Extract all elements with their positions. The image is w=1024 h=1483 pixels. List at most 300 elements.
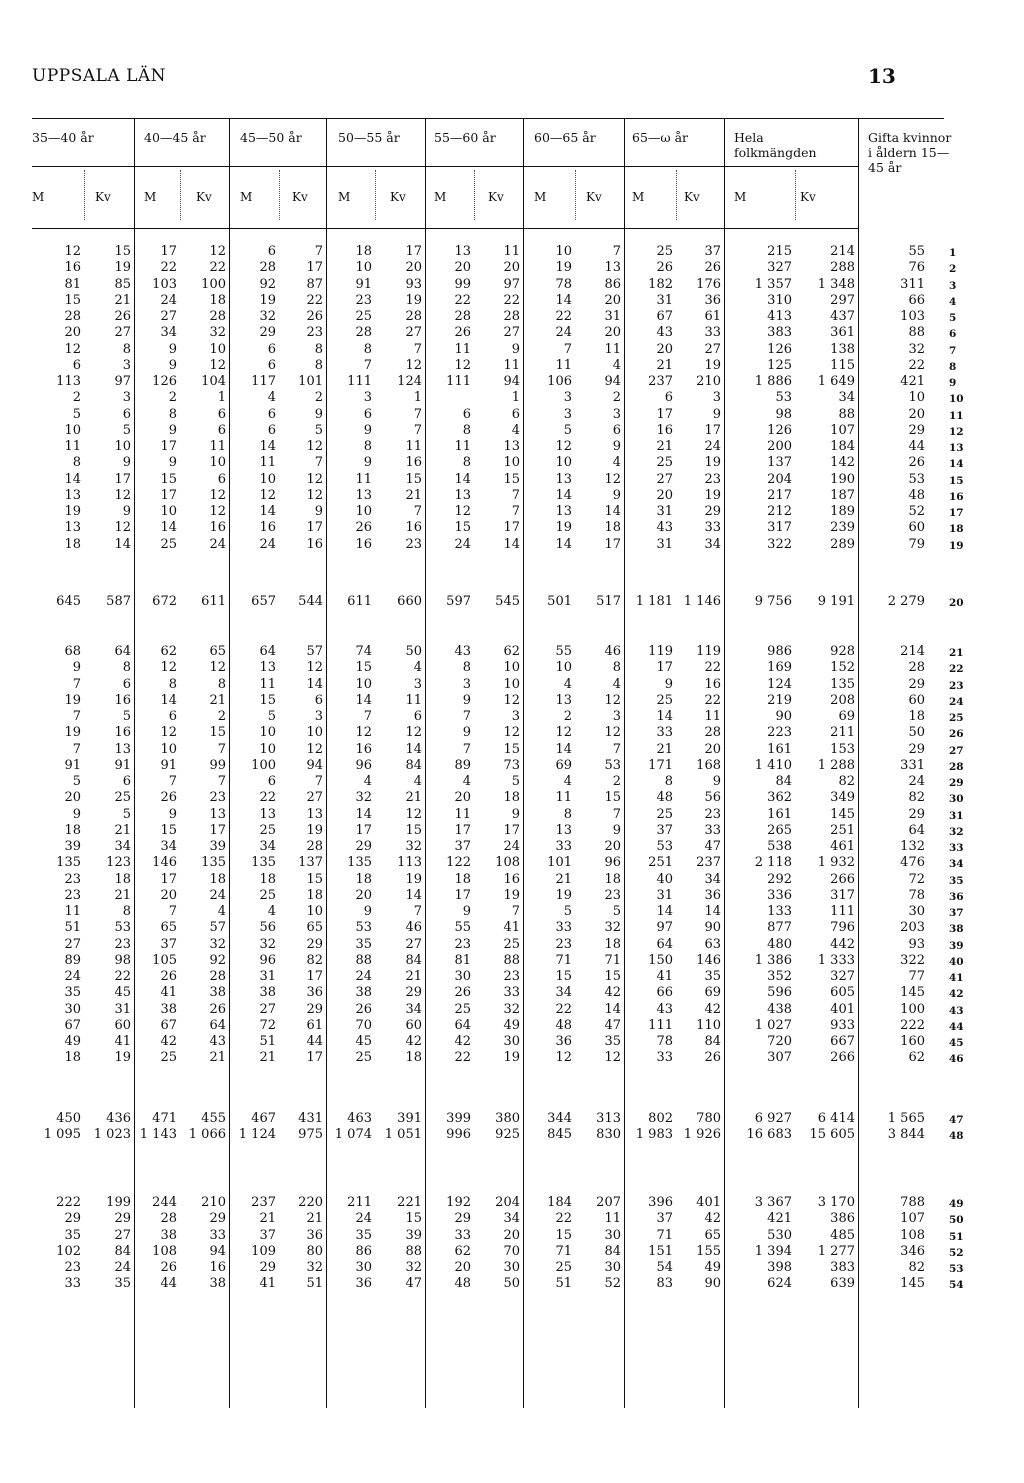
table-cell: 100	[900, 1001, 925, 1017]
table-cell: 9	[72, 660, 81, 676]
table-cell: 544	[298, 594, 323, 609]
table-cell: 517	[596, 594, 621, 609]
table-cell: 168	[696, 757, 721, 773]
table-cell: 4	[612, 455, 621, 471]
row-number: 6	[949, 328, 957, 341]
table-cell: 17	[306, 969, 323, 984]
table-cell: 1 348	[817, 276, 855, 292]
table-cell: 10	[114, 439, 131, 454]
table-cell: 37	[704, 244, 721, 259]
row-number: 28	[949, 760, 964, 773]
table-cell: 3	[462, 676, 471, 692]
table-cell: 1 886	[754, 374, 792, 389]
table-cell: 24	[704, 439, 721, 454]
table-cell: 476	[900, 855, 925, 871]
table-cell: 91	[355, 276, 372, 292]
table-cell: 137	[767, 455, 792, 471]
table-cell: 413	[767, 309, 792, 324]
table-cell: 12	[555, 725, 572, 741]
table-cell: 12	[604, 471, 621, 487]
table-cell: 12	[454, 357, 471, 373]
table-cell: 19	[555, 260, 572, 276]
row-number: 24	[949, 695, 964, 708]
table-cell: 1 357	[754, 276, 792, 292]
table-cell: 383	[830, 1260, 855, 1275]
table-cell: 42	[704, 1001, 721, 1017]
table-cell: 10	[160, 741, 177, 757]
table-cell: 32	[355, 790, 372, 806]
table-cell: 84	[775, 774, 792, 789]
row-number: 51	[949, 1230, 964, 1243]
table-cell: 8	[168, 676, 177, 692]
table-cell: 190	[830, 471, 855, 487]
table-cell: 107	[830, 422, 855, 438]
table-cell: 9	[612, 439, 621, 454]
table-cell: 41	[656, 969, 673, 984]
table-cell: 78	[908, 887, 925, 903]
table-cell: 18	[306, 887, 323, 903]
table-cell: 32	[259, 936, 276, 952]
table-cell: 161	[767, 806, 792, 822]
table-cell: 33	[656, 725, 673, 741]
table-cell: 15	[555, 969, 572, 984]
table-cell: 16	[306, 536, 323, 552]
table-cell: 91	[114, 757, 131, 773]
table-cell: 60	[405, 1017, 422, 1033]
table-cell: 313	[596, 1111, 621, 1126]
table-cell: 3 367	[754, 1195, 792, 1210]
table-cell: 12	[64, 341, 81, 357]
table-cell: 25	[656, 455, 673, 471]
table-cell: 21	[656, 357, 673, 373]
table-cell: 37	[656, 822, 673, 838]
table-cell: 78	[656, 1034, 673, 1049]
table-cell: 8	[122, 341, 131, 357]
table-cell: 3	[314, 709, 323, 724]
table-cell: 15	[209, 725, 226, 741]
table-cell: 30	[908, 904, 925, 919]
row-number: 14	[949, 458, 964, 471]
table-cell: 67	[160, 1017, 177, 1033]
table-cell: 9	[511, 341, 520, 357]
table-cell: 3	[612, 406, 621, 422]
table-cell: 802	[648, 1111, 673, 1126]
table-cell: 71	[604, 952, 621, 968]
table-cell: 1 051	[384, 1127, 422, 1143]
table-cell: 23	[704, 806, 721, 822]
table-cell: 7	[413, 406, 422, 422]
table-cell: 3 844	[887, 1127, 925, 1143]
table-cell: 70	[355, 1017, 372, 1033]
table-cell: 7	[413, 422, 422, 438]
row-number: 3	[949, 279, 957, 292]
table-cell: 9	[511, 806, 520, 822]
table-cell: 17	[306, 520, 323, 536]
table-cell: 1 181	[635, 594, 673, 609]
column-group-header: Hela folkmängden	[734, 130, 817, 160]
table-cell: 16	[656, 422, 673, 438]
table-cell: 36	[704, 887, 721, 903]
table-cell: 28	[908, 660, 925, 676]
table-cell: 10	[259, 725, 276, 741]
table-cell: 146	[696, 952, 721, 968]
row-number: 31	[949, 809, 964, 822]
table-cell: 23	[306, 325, 323, 341]
table-cell: 361	[830, 325, 855, 341]
table-cell: 89	[454, 757, 471, 773]
table-cell: 9	[363, 904, 372, 919]
table-cell: 65	[306, 920, 323, 936]
table-cell: 11	[259, 455, 276, 471]
table-cell: 5	[267, 709, 276, 724]
table-cell: 31	[656, 504, 673, 519]
table-cell: 23	[64, 871, 81, 887]
table-cell: 106	[547, 374, 572, 389]
table-cell: 12	[405, 806, 422, 822]
table-cell: 53	[908, 471, 925, 487]
table-cell: 38	[160, 1001, 177, 1017]
table-cell: 93	[908, 936, 925, 952]
table-cell: 29	[405, 985, 422, 1001]
table-cell: 530	[767, 1227, 792, 1243]
table-cell: 31	[259, 969, 276, 984]
row-number: 17	[949, 507, 964, 519]
table-cell: 1 333	[817, 952, 855, 968]
table-cell: 57	[306, 644, 323, 659]
table-cell: 28	[704, 725, 721, 741]
table-cell: 10	[503, 676, 520, 692]
table-cell: 391	[397, 1111, 422, 1126]
table-cell: 1 410	[754, 757, 792, 773]
table-cell: 8	[664, 774, 673, 789]
table-cell: 56	[259, 920, 276, 936]
table-cell: 9	[168, 357, 177, 373]
table-cell: 49	[64, 1034, 81, 1049]
table-cell: 657	[251, 594, 276, 609]
table-cell: 30	[355, 1260, 372, 1275]
table-cell: 16 683	[746, 1127, 792, 1143]
table-cell: 4	[612, 357, 621, 373]
table-cell: 266	[830, 1050, 855, 1066]
row-number: 44	[949, 1020, 964, 1033]
table-cell: 38	[160, 1227, 177, 1243]
table-cell: 265	[767, 822, 792, 838]
table-cell: 91	[64, 757, 81, 773]
table-cell: 41	[503, 920, 520, 936]
table-cell: 431	[298, 1111, 323, 1126]
table-cell: 12	[209, 244, 226, 259]
table-cell: 16	[114, 692, 131, 708]
table-cell: 49	[704, 1260, 721, 1275]
table-cell: 18	[64, 822, 81, 838]
table-cell: 12	[454, 504, 471, 519]
table-cell: 25	[656, 244, 673, 259]
table-cell: 16	[355, 741, 372, 757]
table-cell: 15	[160, 822, 177, 838]
table-cell: 14	[704, 904, 721, 919]
row-number: 46	[949, 1053, 964, 1066]
table-cell: 1	[217, 390, 226, 406]
table-cell: 12	[604, 725, 621, 741]
table-cell: 84	[604, 1243, 621, 1259]
subcolumn-header: Kv	[488, 190, 504, 204]
table-cell: 155	[696, 1243, 721, 1259]
table-cell: 251	[648, 855, 673, 871]
table-cell: 7	[612, 244, 621, 259]
table-cell: 17	[454, 822, 471, 838]
table-cell: 27	[704, 341, 721, 357]
column-group-header: 65—ω år	[632, 130, 688, 145]
table-cell: 421	[767, 1211, 792, 1227]
table-cell: 22	[306, 292, 323, 308]
table-cell: 23	[503, 969, 520, 984]
table-cell: 28	[209, 309, 226, 324]
table-cell: 82	[908, 790, 925, 806]
table-cell: 4	[413, 774, 422, 789]
table-cell: 34	[259, 839, 276, 854]
table-cell: 6	[217, 471, 226, 487]
table-cell: 42	[604, 985, 621, 1001]
table-cell: 25	[454, 1001, 471, 1017]
table-cell: 9	[712, 774, 721, 789]
row-number: 12	[949, 425, 964, 438]
table-cell: 184	[830, 439, 855, 454]
row-number: 26	[949, 728, 964, 741]
table-cell: 26	[454, 985, 471, 1001]
table-cell: 126	[767, 422, 792, 438]
table-cell: 22	[555, 309, 572, 324]
table-cell: 20	[908, 406, 925, 422]
table-cell: 20	[454, 790, 471, 806]
table-cell: 76	[908, 260, 925, 276]
table-cell: 605	[830, 985, 855, 1001]
table-cell: 5	[511, 774, 520, 789]
table-cell: 38	[209, 985, 226, 1001]
table-cell: 18	[604, 871, 621, 887]
table-cell: 62	[503, 644, 520, 659]
table-cell: 18	[355, 244, 372, 259]
table-cell: 6	[217, 406, 226, 422]
table-cell: 12	[209, 504, 226, 519]
table-cell: 20	[604, 292, 621, 308]
table-cell: 77	[908, 969, 925, 984]
table-cell: 17	[306, 260, 323, 276]
table-cell: 119	[696, 644, 721, 659]
table-cell: 237	[696, 855, 721, 871]
table-cell: 33	[209, 1227, 226, 1243]
table-cell: 349	[830, 790, 855, 806]
table-cell: 220	[298, 1195, 323, 1210]
row-number: 29	[949, 777, 964, 789]
table-cell: 327	[767, 260, 792, 276]
table-cell: 24	[555, 325, 572, 341]
table-cell: 34	[704, 536, 721, 552]
table-cell: 89	[64, 952, 81, 968]
table-cell: 611	[347, 594, 372, 609]
table-cell: 10	[306, 725, 323, 741]
table-cell: 9 756	[754, 594, 792, 609]
table-cell: 10	[503, 455, 520, 471]
table-cell: 32	[259, 309, 276, 324]
table-cell: 38	[209, 1276, 226, 1292]
table-cell: 38	[259, 985, 276, 1001]
table-cell: 19	[503, 1050, 520, 1066]
table-cell: 19	[704, 487, 721, 503]
table-cell: 221	[397, 1195, 422, 1210]
table-cell: 23	[114, 936, 131, 952]
table-cell: 146	[152, 855, 177, 871]
table-cell: 16	[405, 520, 422, 536]
table-cell: 48	[908, 487, 925, 503]
table-cell: 23	[555, 936, 572, 952]
table-cell: 23	[355, 292, 372, 308]
subcolumn-header: M	[338, 190, 351, 204]
row-number: 5	[949, 312, 957, 324]
table-cell: 65	[160, 920, 177, 936]
table-cell: 8	[612, 660, 621, 676]
table-cell: 135	[251, 855, 276, 871]
table-cell: 97	[503, 276, 520, 292]
table-cell: 184	[547, 1195, 572, 1210]
table-cell: 20	[503, 1227, 520, 1243]
table-cell: 5	[72, 774, 81, 789]
table-cell: 2	[563, 709, 572, 724]
table-cell: 26	[355, 1001, 372, 1017]
table-cell: 11	[503, 357, 520, 373]
table-cell: 108	[152, 1243, 177, 1259]
table-cell: 64	[114, 644, 131, 659]
table-cell: 5	[314, 422, 323, 438]
table-cell: 8	[122, 904, 131, 919]
table-cell: 1 983	[635, 1127, 673, 1143]
table-cell: 27	[114, 325, 131, 341]
table-cell: 5	[72, 406, 81, 422]
table-cell: 17	[503, 822, 520, 838]
page-number: 13	[868, 64, 896, 88]
table-cell: 9	[168, 806, 177, 822]
table-cell: 23	[64, 887, 81, 903]
table-cell: 933	[830, 1017, 855, 1033]
row-number: 52	[949, 1246, 964, 1259]
table-cell: 14	[555, 536, 572, 552]
column-group-header: 50—55 år	[338, 130, 400, 145]
table-cell: 17	[604, 536, 621, 552]
table-cell: 21	[114, 822, 131, 838]
table-cell: 199	[106, 1195, 131, 1210]
row-number: 39	[949, 939, 964, 952]
table-cell: 10	[908, 390, 925, 406]
table-cell: 5	[122, 709, 131, 724]
table-cell: 2	[168, 390, 177, 406]
table-cell: 34	[838, 390, 855, 406]
table-cell: 12	[160, 660, 177, 676]
table-cell: 18	[405, 1050, 422, 1066]
table-cell: 1 124	[238, 1127, 276, 1143]
row-number: 22	[949, 663, 964, 676]
table-cell: 12	[209, 357, 226, 373]
table-cell: 17	[209, 822, 226, 838]
table-cell: 68	[64, 644, 81, 659]
table-cell: 108	[900, 1227, 925, 1243]
table-cell: 48	[656, 790, 673, 806]
table-cell: 8	[72, 455, 81, 471]
table-cell: 21	[259, 1050, 276, 1066]
table-cell: 442	[830, 936, 855, 952]
table-cell: 15	[555, 1227, 572, 1243]
table-cell: 32	[306, 1260, 323, 1275]
table-cell: 14	[259, 439, 276, 454]
table-cell: 14	[355, 806, 372, 822]
table-cell: 5	[612, 904, 621, 919]
table-cell: 53	[355, 920, 372, 936]
table-cell: 8	[168, 406, 177, 422]
table-cell: 1 565	[887, 1111, 925, 1126]
table-cell: 6 927	[754, 1111, 792, 1126]
table-cell: 5	[122, 806, 131, 822]
table-cell: 43	[656, 325, 673, 341]
table-cell: 1 386	[754, 952, 792, 968]
table-cell: 6	[314, 692, 323, 708]
table-cell: 55	[454, 920, 471, 936]
table-cell: 43	[656, 520, 673, 536]
table-cell: 20	[503, 260, 520, 276]
table-cell: 26	[454, 325, 471, 341]
table-cell: 25	[259, 887, 276, 903]
table-cell: 111	[648, 1017, 673, 1033]
table-cell: 39	[405, 1227, 422, 1243]
table-cell: 1 023	[93, 1127, 131, 1143]
table-cell: 61	[306, 1017, 323, 1033]
column-group-header: 40—45 år	[144, 130, 206, 145]
table-cell: 27	[405, 936, 422, 952]
table-cell: 30	[604, 1227, 621, 1243]
table-cell: 22	[454, 292, 471, 308]
table-cell: 297	[830, 292, 855, 308]
table-cell: 26	[160, 1260, 177, 1275]
table-cell: 7	[563, 341, 572, 357]
table-cell: 9	[462, 725, 471, 741]
row-number: 18	[949, 523, 964, 536]
table-cell: 67	[64, 1017, 81, 1033]
table-cell: 24	[355, 969, 372, 984]
table-cell: 2	[72, 390, 81, 406]
table-cell: 421	[900, 374, 925, 389]
subcolumn-header: M	[144, 190, 157, 204]
table-cell: 210	[201, 1195, 226, 1210]
table-cell: 126	[767, 341, 792, 357]
table-cell: 67	[656, 309, 673, 324]
table-cell: 13	[604, 260, 621, 276]
table-cell: 29	[306, 1001, 323, 1017]
table-cell: 100	[251, 757, 276, 773]
table-cell: 6	[413, 709, 422, 724]
table-cell: 26	[355, 520, 372, 536]
row-number: 10	[949, 393, 964, 406]
table-cell: 27	[64, 936, 81, 952]
table-cell: 11	[405, 439, 422, 454]
table-cell: 31	[656, 887, 673, 903]
table-cell: 29	[908, 741, 925, 757]
table-cell: 40	[656, 871, 673, 887]
table-cell: 21	[656, 741, 673, 757]
table-cell: 928	[830, 644, 855, 659]
table-cell: 266	[830, 871, 855, 887]
table-cell: 14	[114, 536, 131, 552]
table-cell: 92	[209, 952, 226, 968]
table-cell: 396	[648, 1195, 673, 1210]
table-cell: 41	[160, 985, 177, 1001]
table-cell: 17	[454, 887, 471, 903]
